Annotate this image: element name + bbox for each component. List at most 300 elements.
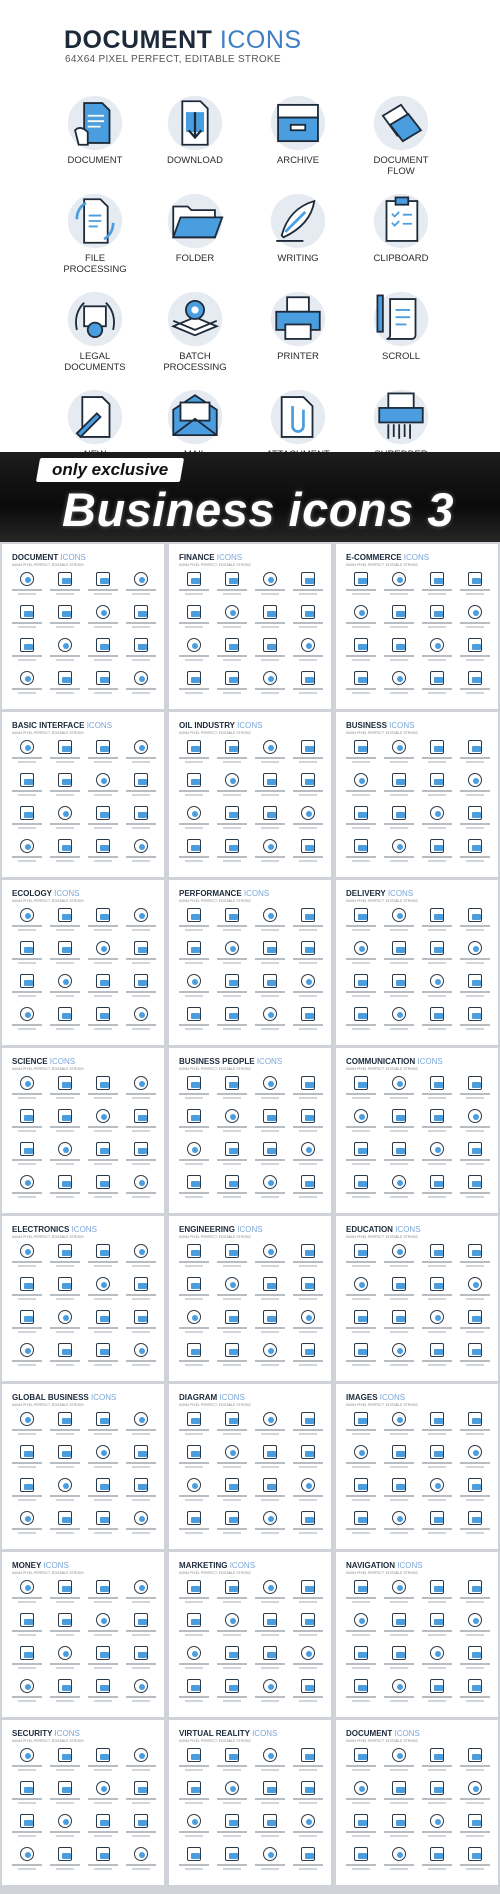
icon-pack-card: [336, 1720, 498, 1885]
thumbnail-icon: [384, 1511, 414, 1543]
thumbnail-icon: [12, 1412, 42, 1444]
icon-pack-subtitle: 64X64 PIXEL PERFECT, EDITABLE STROKE: [179, 563, 251, 567]
thumbnail-icon: [12, 1142, 42, 1174]
icon-pack-card: [169, 1552, 331, 1717]
icon-pack-title-bold: SCIENCE: [12, 1057, 48, 1066]
icon-pack-title: [12, 721, 112, 730]
thumbnail-icon: [12, 1580, 42, 1612]
hero-label: FILE PROCESSING: [63, 253, 127, 275]
icon-pack-card: [336, 1216, 498, 1381]
document-flow-icon: [372, 94, 430, 152]
thumbnail-icon: [88, 1412, 118, 1444]
thumbnail-icon: [179, 941, 209, 973]
thumbnail-icon: [255, 1412, 285, 1444]
thumbnail-icon: [293, 1847, 323, 1879]
thumbnail-icon: [50, 1244, 80, 1276]
thumbnail-icon: [50, 908, 80, 940]
thumbnail-icon: [293, 1244, 323, 1276]
thumbnail-icon: [384, 1142, 414, 1174]
thumbnail-icon: [88, 1343, 118, 1375]
hero-title-light: ICONS: [219, 26, 302, 54]
thumbnail-icon: [460, 1646, 490, 1678]
thumbnail-icon: [88, 740, 118, 772]
thumbnail-icon: [346, 605, 376, 637]
thumbnail-icon: [422, 1445, 452, 1477]
icon-pack-subtitle: 64X64 PIXEL PERFECT, EDITABLE STROKE: [346, 1571, 418, 1575]
icon-pack-title: [179, 1057, 282, 1066]
icon-pack-title-bold: DOCUMENT: [346, 1729, 393, 1738]
thumbnail-icon: [88, 1244, 118, 1276]
thumbnail-icon: [346, 671, 376, 703]
thumbnail-icon: [88, 1580, 118, 1612]
thumbnail-icon: [255, 1142, 285, 1174]
thumbnail-icon: [255, 1781, 285, 1813]
thumbnail-icon: [217, 1277, 247, 1309]
thumbnail-icon: [50, 1613, 80, 1645]
thumbnail-icon: [346, 1277, 376, 1309]
thumbnail-icon: [460, 1781, 490, 1813]
thumbnail-icon: [179, 638, 209, 670]
icon-pack-subtitle: 64X64 PIXEL PERFECT, EDITABLE STROKE: [12, 563, 84, 567]
icon-pack-title-light: ICONS: [379, 1393, 406, 1402]
thumbnail-icon: [88, 1478, 118, 1510]
icon-pack-title-bold: VIRTUAL REALITY: [179, 1729, 250, 1738]
thumbnail-icon: [460, 1343, 490, 1375]
icon-pack-title: [12, 1057, 75, 1066]
icon-pack-subtitle: 64X64 PIXEL PERFECT, EDITABLE STROKE: [12, 1403, 84, 1407]
thumbnail-icon: [50, 1478, 80, 1510]
hero-item-batch-processing: [145, 290, 245, 373]
icon-pack-title-bold: MARKETING: [179, 1561, 228, 1570]
hero-item-document: [45, 94, 145, 166]
icon-pack-title-light: ICONS: [403, 553, 430, 562]
thumbnail-icon: [126, 1580, 156, 1612]
thumbnail-icon: [255, 1679, 285, 1711]
thumbnail-icon: [293, 1343, 323, 1375]
thumbnail-icon: [422, 1175, 452, 1207]
icon-pack-title-bold: COMMUNICATION: [346, 1057, 416, 1066]
thumbnail-icon: [460, 974, 490, 1006]
thumbnail-icon: [12, 1007, 42, 1039]
thumbnail-icon: [217, 605, 247, 637]
thumbnail-icon: [460, 1679, 490, 1711]
thumbnail-icon: [88, 1277, 118, 1309]
thumbnail-icon: [460, 1277, 490, 1309]
clipboard-icon: [372, 192, 430, 250]
thumbnail-icon: [460, 1007, 490, 1039]
thumbnail-icon: [293, 1175, 323, 1207]
thumbnail-icon: [384, 806, 414, 838]
thumbnail-icon: [293, 1478, 323, 1510]
icon-pack-subtitle: 64X64 PIXEL PERFECT, EDITABLE STROKE: [346, 731, 418, 735]
icon-pack-title-light: ICONS: [394, 1729, 420, 1738]
thumbnail-icon: [346, 1781, 376, 1813]
thumbnail-icon: [255, 1175, 285, 1207]
thumbnail-icon: [50, 806, 80, 838]
icon-pack-card: [336, 880, 498, 1045]
thumbnail-icon: [88, 638, 118, 670]
icon-pack-card: [336, 1048, 498, 1213]
thumbnail-icon: [50, 1580, 80, 1612]
thumbnail-icon: [88, 1109, 118, 1141]
icon-pack-title-bold: ELECTRONICS: [12, 1225, 70, 1234]
icon-pack-card: [2, 1216, 164, 1381]
thumbnail-icon: [217, 1847, 247, 1879]
thumbnail-icon: [50, 1343, 80, 1375]
hero-item-folder: [145, 192, 245, 264]
icon-pack-title: [179, 1561, 255, 1570]
icon-pack-title-light: ICONS: [237, 721, 263, 730]
thumbnail-icon: [346, 572, 376, 604]
icon-pack-subtitle: 64X64 PIXEL PERFECT, EDITABLE STROKE: [179, 899, 251, 903]
icon-pack-card: [169, 880, 331, 1045]
thumbnail-icon: [384, 1007, 414, 1039]
thumbnail-icon: [12, 1445, 42, 1477]
icon-pack-subtitle: 64X64 PIXEL PERFECT, EDITABLE STROKE: [346, 1739, 418, 1743]
thumbnail-icon: [255, 908, 285, 940]
icon-pack-title-bold: GLOBAL BUSINESS: [12, 1393, 89, 1402]
icon-pack-subtitle: 64X64 PIXEL PERFECT, EDITABLE STROKE: [179, 1571, 251, 1575]
thumbnail-icon: [422, 974, 452, 1006]
thumbnail-icon: [179, 1277, 209, 1309]
thumbnail-icon: [126, 1613, 156, 1645]
thumbnail-icon: [255, 638, 285, 670]
icon-pack-title: [346, 1393, 405, 1402]
thumbnail-icon: [293, 1445, 323, 1477]
icon-pack-card: [169, 712, 331, 877]
thumbnail-icon: [346, 1613, 376, 1645]
icon-pack-title-light: ICONS: [219, 1393, 245, 1402]
download-icon: [166, 94, 224, 152]
thumbnail-icon: [179, 773, 209, 805]
hero-item-file-processing: [45, 192, 145, 275]
thumbnail-icon: [346, 773, 376, 805]
batch-processing-icon: [166, 290, 224, 348]
thumbnail-icon: [422, 1679, 452, 1711]
thumbnail-icon: [346, 1007, 376, 1039]
icon-pack-title-light: ICONS: [86, 721, 113, 730]
thumbnail-icon: [422, 572, 452, 604]
thumbnail-icon: [346, 1679, 376, 1711]
thumbnail-icon: [460, 839, 490, 871]
thumbnail-icon: [460, 1076, 490, 1108]
hero-item-new: [45, 388, 145, 460]
icon-pack-title-bold: MONEY: [12, 1561, 42, 1570]
thumbnail-icon: [50, 1814, 80, 1846]
file-processing-icon: [66, 192, 124, 250]
thumbnail-icon: [217, 1412, 247, 1444]
thumbnail-icon: [88, 1679, 118, 1711]
thumbnail-icon: [346, 1076, 376, 1108]
mail-icon: [166, 388, 224, 446]
thumbnail-icon: [293, 1613, 323, 1645]
hero-label: DOCUMENT: [67, 155, 123, 166]
icon-pack-title: [346, 1057, 443, 1066]
icon-pack-subtitle: 64X64 PIXEL PERFECT, EDITABLE STROKE: [12, 1571, 84, 1575]
thumbnail-icon: [384, 671, 414, 703]
thumbnail-icon: [50, 1679, 80, 1711]
icon-pack-title: [346, 1729, 420, 1738]
thumbnail-icon: [217, 1613, 247, 1645]
icon-pack-title-light: ICONS: [237, 1225, 263, 1234]
thumbnail-icon: [293, 941, 323, 973]
icon-pack-title: [12, 1561, 69, 1570]
thumbnail-icon: [179, 1007, 209, 1039]
icon-pack-title: [179, 1225, 263, 1234]
hero-label: ARCHIVE: [276, 155, 320, 166]
thumbnail-icon: [88, 1076, 118, 1108]
icon-pack-title-bold: BASIC INTERFACE: [12, 721, 85, 730]
thumbnail-icon: [217, 1781, 247, 1813]
thumbnail-icon: [179, 1847, 209, 1879]
thumbnail-icon: [217, 806, 247, 838]
thumbnail-icon: [217, 1445, 247, 1477]
thumbnail-icon: [179, 572, 209, 604]
thumbnail-icon: [50, 671, 80, 703]
thumbnail-icon: [422, 1613, 452, 1645]
thumbnail-icon: [12, 1646, 42, 1678]
hero-label: LEGAL DOCUMENTS: [64, 351, 126, 373]
thumbnail-icon: [179, 1646, 209, 1678]
thumbnail-icon: [12, 1478, 42, 1510]
thumbnail-icon: [422, 908, 452, 940]
hero-item-writing: [248, 192, 348, 264]
only-exclusive-badge: [36, 458, 184, 482]
thumbnail-icon: [179, 1781, 209, 1813]
thumbnail-icon: [346, 974, 376, 1006]
icon-pack-title-light: ICONS: [49, 1057, 76, 1066]
icon-pack-subtitle: 64X64 PIXEL PERFECT, EDITABLE STROKE: [12, 731, 84, 735]
thumbnail-icon: [384, 974, 414, 1006]
hero-label: FOLDER: [175, 253, 215, 264]
thumbnail-icon: [346, 1847, 376, 1879]
icon-pack-card: [2, 544, 164, 709]
thumbnail-icon: [384, 740, 414, 772]
icon-pack-title-bold: ECOLOGY: [12, 889, 52, 898]
thumbnail-icon: [255, 839, 285, 871]
thumbnail-icon: [12, 1277, 42, 1309]
thumbnail-icon: [179, 671, 209, 703]
icon-pack-subtitle: 64X64 PIXEL PERFECT, EDITABLE STROKE: [12, 1067, 84, 1071]
thumbnail-icon: [12, 908, 42, 940]
icon-pack-title-light: ICONS: [389, 721, 415, 730]
thumbnail-icon: [255, 1847, 285, 1879]
thumbnail-icon: [255, 1613, 285, 1645]
thumbnail-icon: [460, 671, 490, 703]
thumbnail-icon: [179, 839, 209, 871]
icon-pack-title-light: ICONS: [43, 1561, 69, 1570]
icon-pack-card: [336, 1384, 498, 1549]
icon-pack-title-light: ICONS: [216, 553, 243, 562]
thumbnail-icon: [217, 839, 247, 871]
thumbnail-icon: [346, 740, 376, 772]
thumbnail-icon: [179, 1445, 209, 1477]
thumbnail-icon: [126, 1007, 156, 1039]
icon-pack-subtitle: 64X64 PIXEL PERFECT, EDITABLE STROKE: [12, 899, 84, 903]
thumbnail-icon: [346, 1244, 376, 1276]
icon-pack-title: [179, 889, 269, 898]
printer-icon: [269, 290, 327, 348]
thumbnail-icon: [88, 1310, 118, 1342]
thumbnail-icon: [88, 1748, 118, 1780]
icon-pack-title-light: ICONS: [243, 889, 270, 898]
thumbnail-icon: [384, 1814, 414, 1846]
attachment-icon: [269, 388, 327, 446]
thumbnail-icon: [293, 671, 323, 703]
thumbnail-icon: [50, 1781, 80, 1813]
thumbnail-icon: [422, 605, 452, 637]
thumbnail-icon: [346, 1412, 376, 1444]
thumbnail-icon: [217, 1142, 247, 1174]
icon-pack-card: [2, 1552, 164, 1717]
thumbnail-icon: [422, 1109, 452, 1141]
icon-pack-subtitle: 64X64 PIXEL PERFECT, EDITABLE STROKE: [179, 1067, 251, 1071]
thumbnail-icon: [255, 1076, 285, 1108]
icon-pack-title: [346, 889, 413, 898]
thumbnail-icon: [88, 974, 118, 1006]
thumbnail-icon: [50, 1007, 80, 1039]
thumbnail-icon: [179, 1511, 209, 1543]
thumbnail-icon: [126, 1679, 156, 1711]
thumbnail-icon: [384, 1646, 414, 1678]
thumbnail-icon: [217, 671, 247, 703]
hero-label: BATCH PROCESSING: [163, 351, 227, 373]
thumbnail-icon: [217, 1007, 247, 1039]
thumbnail-icon: [126, 941, 156, 973]
thumbnail-icon: [293, 1412, 323, 1444]
thumbnail-icon: [255, 1343, 285, 1375]
thumbnail-icon: [255, 1007, 285, 1039]
thumbnail-icon: [88, 773, 118, 805]
icon-pack-title: [12, 889, 79, 898]
thumbnail-icon: [460, 572, 490, 604]
icon-pack-card: [336, 712, 498, 877]
thumbnail-icon: [255, 1478, 285, 1510]
icon-pack-title: [12, 1729, 80, 1738]
thumbnail-icon: [422, 1814, 452, 1846]
thumbnail-icon: [126, 1781, 156, 1813]
thumbnail-icon: [217, 1076, 247, 1108]
thumbnail-icon: [255, 773, 285, 805]
hero-label: SCROLL: [381, 351, 420, 362]
icon-pack-subtitle: 64X64 PIXEL PERFECT, EDITABLE STROKE: [179, 1235, 251, 1239]
thumbnail-icon: [179, 1142, 209, 1174]
thumbnail-icon: [217, 1478, 247, 1510]
thumbnail-icon: [179, 1412, 209, 1444]
thumbnail-icon: [422, 1646, 452, 1678]
thumbnail-icon: [12, 740, 42, 772]
thumbnail-icon: [88, 1007, 118, 1039]
thumbnail-icon: [255, 941, 285, 973]
thumbnail-icon: [422, 1580, 452, 1612]
badge-text: only exclusive: [52, 460, 169, 479]
thumbnail-icon: [384, 1310, 414, 1342]
hero-item-scroll: [351, 290, 451, 362]
thumbnail-icon: [346, 1343, 376, 1375]
icon-pack-title-light: ICONS: [387, 889, 414, 898]
thumbnail-icon: [179, 974, 209, 1006]
thumbnail-icon: [460, 1175, 490, 1207]
thumbnail-icon: [255, 1814, 285, 1846]
thumbnail-icon: [126, 773, 156, 805]
thumbnail-icon: [50, 1310, 80, 1342]
thumbnail-icon: [460, 1511, 490, 1543]
thumbnail-icon: [384, 1343, 414, 1375]
thumbnail-icon: [217, 974, 247, 1006]
icon-pack-title: [346, 553, 429, 562]
thumbnail-icon: [50, 941, 80, 973]
thumbnail-icon: [179, 1343, 209, 1375]
thumbnail-icon: [88, 1142, 118, 1174]
thumbnail-icon: [217, 740, 247, 772]
thumbnail-icon: [422, 773, 452, 805]
icon-pack-subtitle: 64X64 PIXEL PERFECT, EDITABLE STROKE: [346, 899, 418, 903]
icon-pack-subtitle: 64X64 PIXEL PERFECT, EDITABLE STROKE: [179, 731, 251, 735]
thumbnail-icon: [293, 1511, 323, 1543]
thumbnail-icon: [126, 1142, 156, 1174]
thumbnail-icon: [460, 1847, 490, 1879]
thumbnail-icon: [12, 1613, 42, 1645]
thumbnail-icon: [422, 1343, 452, 1375]
thumbnail-icon: [422, 1847, 452, 1879]
icon-pack-title-bold: NAVIGATION: [346, 1561, 396, 1570]
icon-pack-title-light: ICONS: [54, 1729, 80, 1738]
thumbnail-icon: [293, 1580, 323, 1612]
document-icon: [66, 94, 124, 152]
thumbnail-icon: [217, 1244, 247, 1276]
hero-item-shredder: [351, 388, 451, 460]
thumbnail-icon: [460, 1244, 490, 1276]
thumbnail-icon: [460, 740, 490, 772]
icon-pack-title-bold: OIL INDUSTRY: [179, 721, 235, 730]
icon-pack-title-light: ICONS: [90, 1393, 117, 1402]
thumbnail-icon: [384, 1175, 414, 1207]
thumbnail-icon: [88, 605, 118, 637]
thumbnail-icon: [217, 1748, 247, 1780]
thumbnail-icon: [12, 638, 42, 670]
thumbnail-icon: [50, 1847, 80, 1879]
thumbnail-icon: [460, 806, 490, 838]
thumbnail-icon: [384, 1445, 414, 1477]
icon-pack-title-bold: EDUCATION: [346, 1225, 393, 1234]
hero-label: PRINTER: [277, 351, 319, 362]
thumbnail-icon: [126, 638, 156, 670]
thumbnail-icon: [179, 1613, 209, 1645]
thumbnail-icon: [88, 1847, 118, 1879]
thumbnail-icon: [293, 605, 323, 637]
thumbnail-icon: [12, 974, 42, 1006]
thumbnail-icon: [346, 1142, 376, 1174]
icon-pack-title-light: ICONS: [256, 1057, 283, 1066]
thumbnail-icon: [126, 1244, 156, 1276]
icon-pack-title-light: ICONS: [395, 1225, 421, 1234]
icon-pack-title-bold: IMAGES: [346, 1393, 378, 1402]
icon-pack-title: [179, 1729, 277, 1738]
thumbnail-icon: [422, 941, 452, 973]
thumbnail-icon: [384, 1109, 414, 1141]
thumbnail-icon: [12, 1781, 42, 1813]
thumbnail-icon: [346, 839, 376, 871]
thumbnail-icon: [50, 1175, 80, 1207]
icon-pack-preview-grid: [0, 542, 500, 1894]
thumbnail-icon: [255, 1445, 285, 1477]
thumbnail-icon: [179, 806, 209, 838]
icon-pack-title-light: ICONS: [229, 1561, 256, 1570]
thumbnail-icon: [126, 806, 156, 838]
thumbnail-icon: [12, 1679, 42, 1711]
thumbnail-icon: [346, 941, 376, 973]
icon-pack-subtitle: 64X64 PIXEL PERFECT, EDITABLE STROKE: [346, 1067, 418, 1071]
